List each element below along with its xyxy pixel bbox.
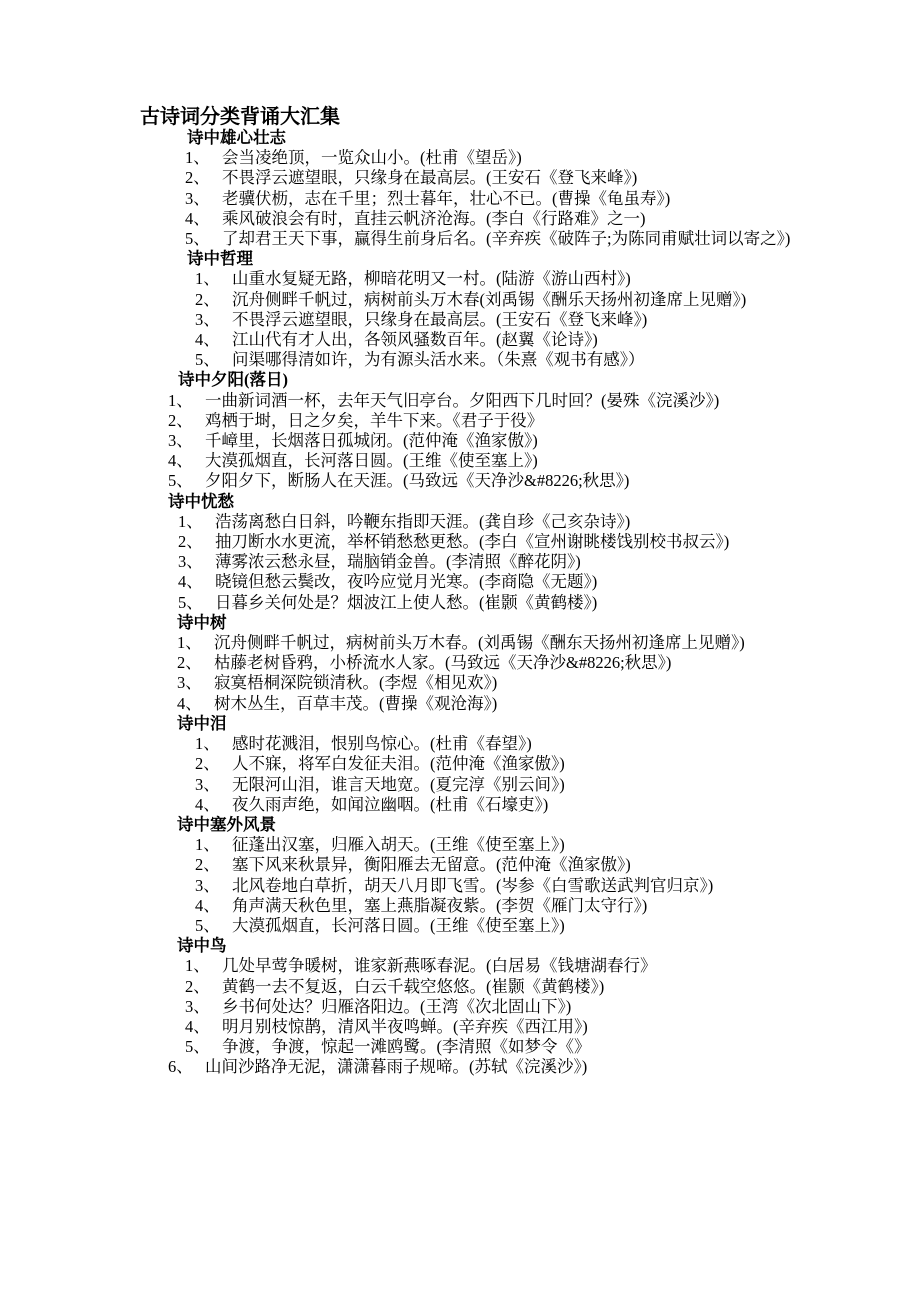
item-number: 5、 <box>195 350 220 370</box>
list-item <box>140 391 795 411</box>
list-item <box>140 997 795 1017</box>
item-number: 4、 <box>168 451 193 471</box>
item-text: 江山代有才人出，各领风骚数百年。(赵翼《论诗》) <box>232 330 598 350</box>
item-text: 几处早莺争暖树，谁家新燕啄春泥。(白居易《钱塘湖春行》 <box>222 956 657 976</box>
list-item <box>140 694 795 714</box>
list-item <box>140 876 795 896</box>
list-item <box>140 532 795 552</box>
item-number: 1、 <box>185 956 210 976</box>
item-number: 5、 <box>195 915 220 935</box>
item-text: 不畏浮云遮望眼，只缘身在最高层。(王安石《登飞来峰》) <box>232 309 648 329</box>
item-text: 角声满天秋色里，塞上燕脂凝夜紫。(李贺《雁门太守行》) <box>232 895 648 915</box>
item-text: 问渠哪得清如许，为有源头活水来。（朱熹《观书有感》） <box>232 350 645 370</box>
section-heading: 诗中忧愁 <box>168 491 234 511</box>
list-item <box>140 835 795 855</box>
list-item <box>140 593 795 613</box>
item-number: 3、 <box>177 673 202 693</box>
item-number: 4、 <box>177 693 202 713</box>
item-number: 4、 <box>195 794 220 814</box>
item-text: 枯藤老树昏鸦，小桥流水人家。(马致远《天净沙&#8226;秋思》) <box>214 653 672 673</box>
list-item <box>140 209 795 229</box>
list-item <box>140 552 795 572</box>
section-heading: 诗中夕阳(落日) <box>178 370 288 390</box>
item-text: 乘风破浪会有时，直挂云帆济沧海。(李白《行路难》之一) <box>222 208 646 228</box>
list-item <box>140 633 795 653</box>
item-number: 1、 <box>195 835 220 855</box>
list-item <box>140 148 795 168</box>
list-item <box>140 512 795 532</box>
item-number: 1、 <box>185 148 210 168</box>
item-text: 大漠孤烟直，长河落日圆。(王维《使至塞上》) <box>232 915 565 935</box>
item-text: 黄鹤一去不复返，白云千载空悠悠。(崔颢《黄鹤楼》) <box>222 976 605 996</box>
section-heading: 诗中塞外风景 <box>177 814 276 834</box>
item-number: 2、 <box>195 289 220 309</box>
item-number: 5、 <box>168 471 193 491</box>
list-item <box>140 451 795 471</box>
item-number: 1、 <box>195 734 220 754</box>
list-item <box>140 916 795 936</box>
list-item <box>140 290 795 310</box>
list-item <box>140 855 795 875</box>
item-number: 4、 <box>185 208 210 228</box>
list-item <box>140 168 795 188</box>
document-title: 古诗词分类背诵大汇集 <box>140 106 340 128</box>
item-text: 征蓬出汉塞，归雁入胡天。(王维《使至塞上》) <box>232 835 565 855</box>
section-heading: 诗中泪 <box>177 713 227 733</box>
item-number: 4、 <box>178 572 203 592</box>
item-text: 无限河山泪，谁言天地宽。(夏完淳《别云间》) <box>232 774 565 794</box>
list-item <box>140 471 795 491</box>
item-number: 2、 <box>195 754 220 774</box>
item-number: 4、 <box>195 895 220 915</box>
item-number: 5、 <box>178 592 203 612</box>
item-number: 3、 <box>195 875 220 895</box>
list-item <box>140 673 795 693</box>
item-number: 2、 <box>195 855 220 875</box>
item-text: 山间沙路净无泥，潇潇暮雨子规啼。(苏轼《浣溪沙》) <box>205 1057 588 1077</box>
list-item <box>140 310 795 330</box>
item-text: 老骥伏枥，志在千里；烈士暮年，壮心不已。(曹操《龟虽寿》) <box>222 188 671 208</box>
item-text: 乡书何处达？归雁洛阳边。(王湾《次北固山下》) <box>222 996 572 1016</box>
list-item <box>140 330 795 350</box>
item-text: 人不寐，将军白发征夫泪。(范仲淹《渔家傲》) <box>232 754 565 774</box>
item-text: 抽刀断水水更流，举杯销愁愁更愁。(李白《宣州谢眺楼饯别校书叔云》) <box>215 532 730 552</box>
item-text: 感时花溅泪，恨别鸟惊心。(杜甫《春望》) <box>232 734 532 754</box>
item-text: 会当凌绝顶，一览众山小。(杜甫《望岳》) <box>222 148 522 168</box>
item-number: 3、 <box>195 774 220 794</box>
item-text: 大漠孤烟直，长河落日圆。(王维《使至塞上》) <box>205 451 538 471</box>
item-number: 2、 <box>185 976 210 996</box>
list-item <box>140 229 795 249</box>
list-item <box>140 795 795 815</box>
list-item <box>140 431 795 451</box>
item-number: 3、 <box>185 996 210 1016</box>
list-item <box>140 1037 795 1057</box>
item-number: 1、 <box>178 511 203 531</box>
section-heading: 诗中雄心壮志 <box>187 128 286 147</box>
item-text: 沉舟侧畔千帆过，病树前头万木春(刘禹锡《酬乐天扬州初逢席上见赠》) <box>232 289 747 309</box>
item-number: 2、 <box>177 653 202 673</box>
list-item <box>140 189 795 209</box>
item-text: 明月别枝惊鹊，清风半夜鸣蝉。(辛弃疾《西江用》) <box>222 1016 588 1036</box>
list-item <box>140 977 795 997</box>
item-text: 北风卷地白草折，胡天八月即飞雪。(岑参《白雪歌送武判官归京》) <box>232 875 714 895</box>
item-text: 晓镜但愁云鬓改，夜吟应觉月光寒。(李商隐《无题》) <box>215 572 598 592</box>
list-item <box>140 1057 795 1077</box>
item-text: 沉舟侧畔千帆过，病树前头万木春。(刘禹锡《酬东天扬州初逢席上见赠》) <box>214 633 745 653</box>
item-number: 3、 <box>195 309 220 329</box>
section-heading: 诗中鸟 <box>177 936 227 956</box>
list-item <box>140 775 795 795</box>
list-item <box>140 653 795 673</box>
item-number: 4、 <box>195 330 220 350</box>
item-number: 4、 <box>185 1016 210 1036</box>
item-number: 5、 <box>185 1037 210 1057</box>
section-heading: 诗中树 <box>177 612 227 632</box>
item-text: 鸡栖于埘，日之夕矣，羊牛下来。《君子于役》 <box>205 410 544 430</box>
item-text: 了却君王天下事，赢得生前身后名。(辛弃疾《破阵子;为陈同甫赋壮词以寄之》) <box>222 229 791 249</box>
item-text: 不畏浮云遮望眼，只缘身在最高层。(王安石《登飞来峰》) <box>222 168 638 188</box>
item-text: 夕阳夕下，断肠人在天涯。(马致远《天净沙&#8226;秋思》) <box>205 471 630 491</box>
item-number: 6、 <box>168 1057 193 1077</box>
item-number: 3、 <box>185 188 210 208</box>
sections <box>140 128 795 1078</box>
item-number: 5、 <box>185 229 210 249</box>
document <box>140 106 795 1078</box>
item-text: 日暮乡关何处是？烟波江上使人愁。(崔颢《黄鹤楼》) <box>215 592 598 612</box>
item-number: 2、 <box>178 532 203 552</box>
item-number: 2、 <box>185 168 210 188</box>
item-number: 1、 <box>195 269 220 289</box>
list-item <box>140 350 795 370</box>
item-number: 3、 <box>178 552 203 572</box>
list-item <box>140 896 795 916</box>
item-text: 薄雾浓云愁永昼，瑞脑销金兽。(李清照《醉花阴》) <box>215 552 581 572</box>
item-text: 争渡，争渡，惊起一滩鸥鹭。(李清照《如梦令《》 <box>222 1037 591 1057</box>
list-item <box>140 572 795 592</box>
list-item <box>140 956 795 976</box>
item-text: 一曲新词酒一杯，去年天气旧亭台。夕阳西下几时回？(晏殊《浣溪沙》) <box>205 390 720 410</box>
list-item <box>140 411 795 431</box>
item-number: 3、 <box>168 431 193 451</box>
item-text: 浩荡离愁白日斜，吟鞭东指即天涯。(龚自珍《己亥杂诗》) <box>215 511 631 531</box>
item-text: 千嶂里，长烟落日孤城闭。(范仲淹《渔家傲》) <box>205 431 538 451</box>
section-heading: 诗中哲理 <box>187 249 253 269</box>
list-item <box>140 269 795 289</box>
item-number: 2、 <box>168 410 193 430</box>
list-item <box>140 1017 795 1037</box>
list-item <box>140 754 795 774</box>
item-text: 山重水复疑无路，柳暗花明又一村。(陆游《游山西村》) <box>232 269 631 289</box>
item-text: 树木丛生，百草丰茂。(曹操《观沧海》) <box>214 693 498 713</box>
item-text: 寂寞梧桐深院锁清秋。(李煜《相见欢》) <box>214 673 498 693</box>
list-item <box>140 734 795 754</box>
item-number: 1、 <box>168 390 193 410</box>
item-text: 夜久雨声绝，如闻泣幽咽。(杜甫《石壕吏》) <box>232 794 549 814</box>
item-text: 塞下风来秋景异，衡阳雁去无留意。(范仲淹《渔家傲》) <box>232 855 631 875</box>
item-number: 1、 <box>177 633 202 653</box>
